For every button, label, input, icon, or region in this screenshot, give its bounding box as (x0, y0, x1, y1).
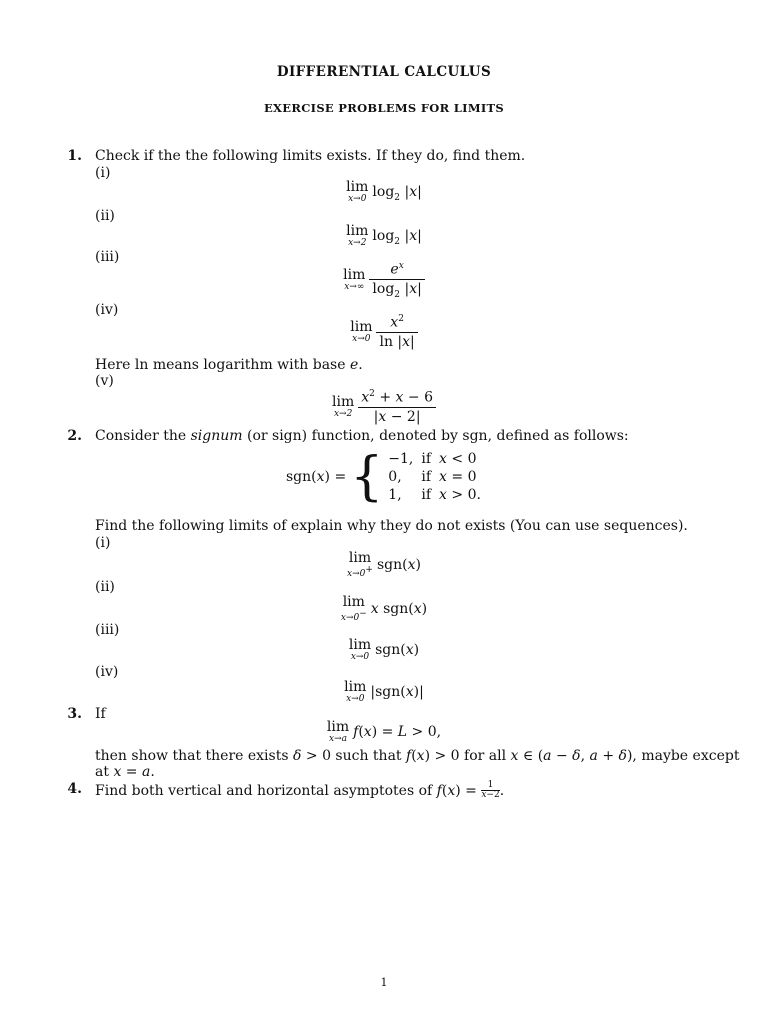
problem-1-label-ii: (ii) (95, 208, 115, 224)
problem-3-statement: then show that there exists δ > 0 such that f(x) > 0 for all x ∈ (a − δ, a + δ), maybe except (95, 748, 740, 764)
problem-1-label-i: (i) (95, 165, 111, 181)
problem-1-text: Check if the the following limits exists. If they do, find them. (95, 148, 526, 164)
problem-1-note: Here ln means logarithm with base e. (95, 357, 363, 373)
problem-4-text: Find both vertical and horizontal asymptotes of f(x) = $\frac{1}{x-2}$ . (95, 780, 505, 801)
problem-1-formula-iv: lim x→0 $\frac{x^2}{\ln |x|}$ (0, 314, 768, 350)
problem-2-label-iii: (iii) (95, 622, 120, 638)
problem-2-instructions: Find the following limits of explain why they do not exists (You can use sequences). (95, 518, 688, 534)
problem-1-formula-i: lim x→0 $\log_2 |x|$ (346, 179, 422, 204)
problem-2-text: Consider the signum (or sign) function, denoted by sgn, defined as follows: (95, 428, 629, 444)
problem-2-formula-iii: lim x→0 sgn(x) (348, 637, 420, 662)
problem-1-number: 1. (67, 148, 82, 164)
problem-1-formula-iii: lim x→∞ $\frac{e^x}{\log_2 |x|}$ (0, 261, 768, 300)
problem-2-label-iv: (iv) (95, 664, 119, 680)
problem-4-number: 4. (67, 781, 82, 797)
problem-2-label-ii: (ii) (95, 579, 115, 595)
problem-1-label-v: (v) (95, 373, 114, 389)
problem-3-if: If (95, 706, 106, 722)
document-subtitle: EXERCISE PROBLEMS FOR LIMITS (263, 101, 505, 115)
problem-1-formula-ii: lim x→2 $\log_2 |x|$ (346, 223, 422, 248)
problem-2-number: 2. (67, 428, 82, 444)
problem-3-statement-cont: at x = a. (95, 764, 155, 780)
problem-1-formula-v: lim x→2 $\frac{x^2 + x - 6}{|x - 2|}$ (0, 389, 768, 425)
problem-1-label-iii: (iii) (95, 249, 120, 265)
page-number: 1 (380, 976, 388, 989)
sgn-definition: sgn(x) = { −1, if x < 0 0, if x = 0 1, if x > 0. (286, 447, 481, 507)
problem-2-formula-iv: lim x→0 |sgn(x)| (344, 679, 424, 704)
problem-2-formula-i: lim x→0+ sgn(x) (347, 550, 421, 579)
problem-3-formula: lim x→a f(x) = L > 0, (326, 719, 442, 744)
problem-3-number: 3. (67, 706, 82, 722)
problem-1-label-iv: (iv) (95, 302, 119, 318)
problem-2-formula-ii: lim x→0− x sgn(x) (340, 594, 428, 623)
problem-2-label-i: (i) (95, 535, 111, 551)
document-title: DIFFERENTIAL CALCULUS (276, 64, 492, 80)
